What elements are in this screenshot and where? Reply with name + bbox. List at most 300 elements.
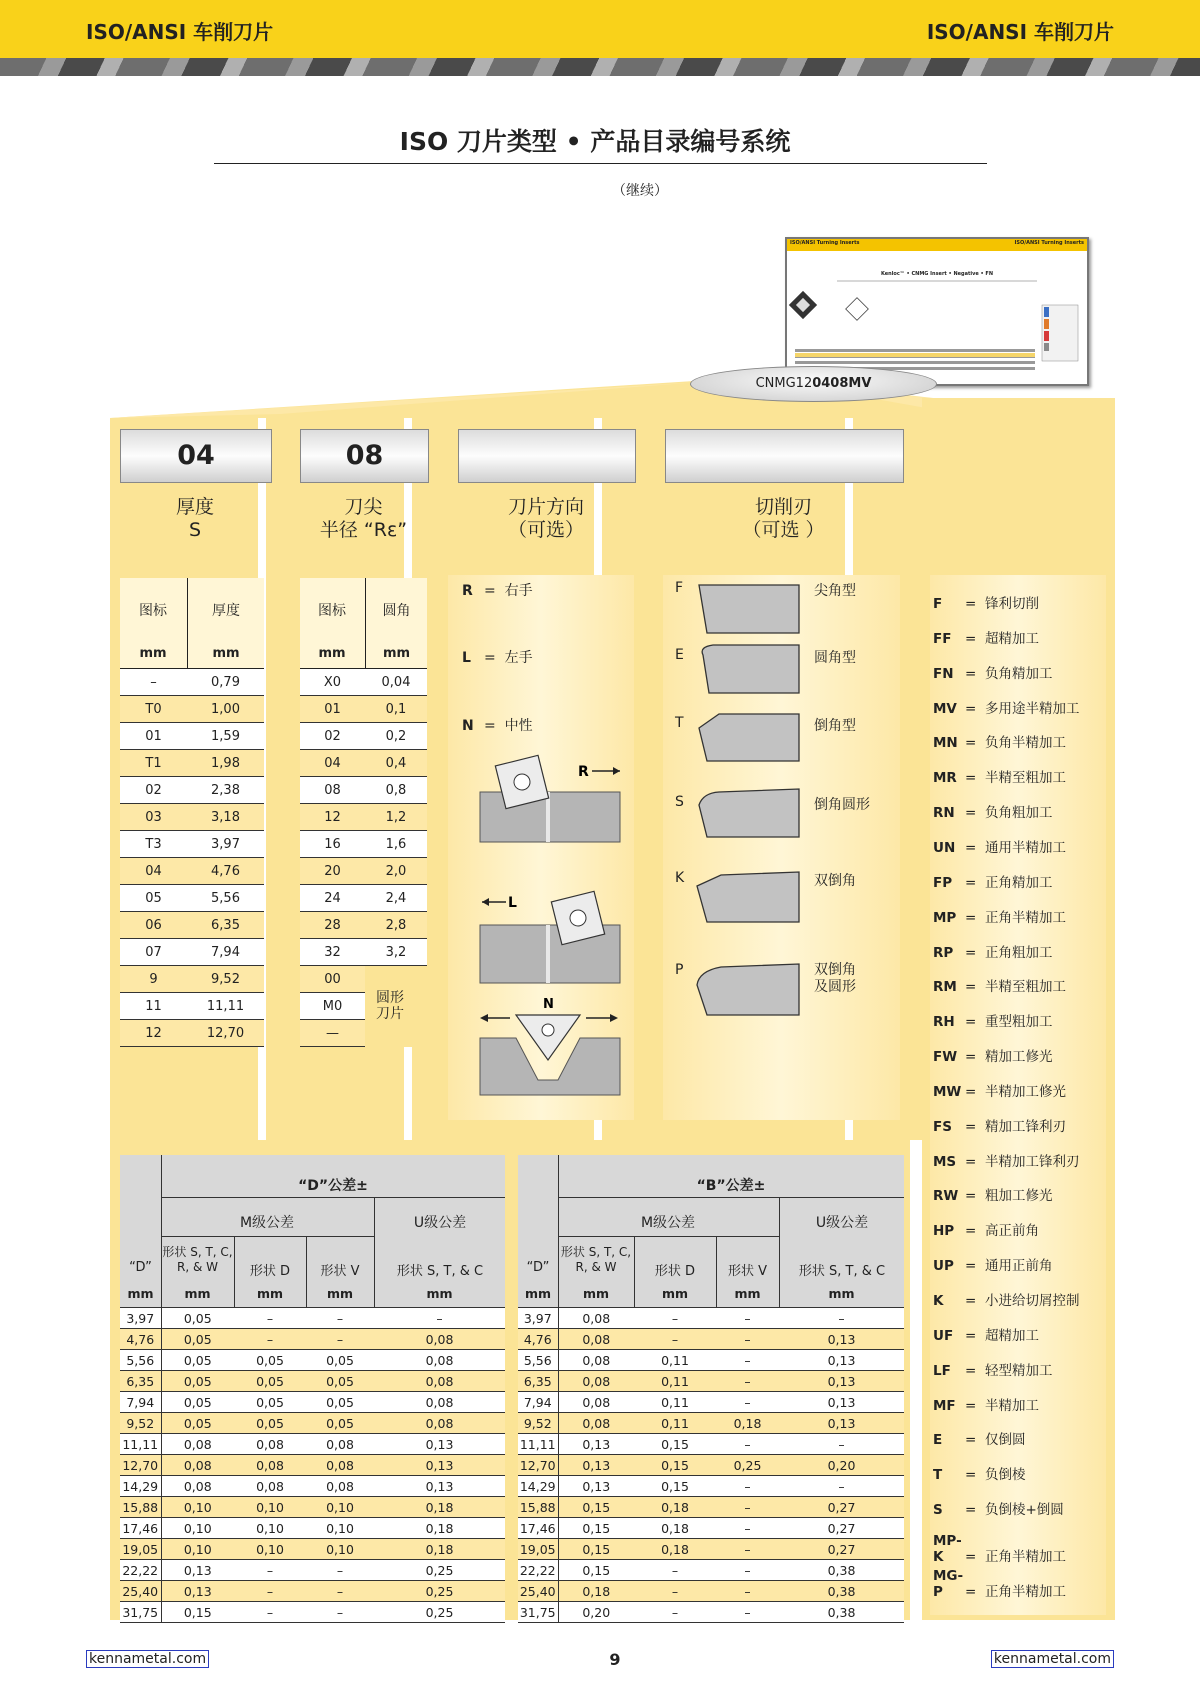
edge-code-s: S bbox=[675, 794, 684, 810]
thickness-row bbox=[120, 858, 264, 885]
b-tol-row-cell: – bbox=[716, 1392, 779, 1413]
d-tol-row bbox=[120, 1350, 505, 1371]
b-tol-row-cell: 0,27 bbox=[779, 1539, 904, 1560]
chipbreaker-item bbox=[933, 1533, 1066, 1565]
b-tol-row-cell: 0,38 bbox=[779, 1581, 904, 1602]
radius-row-code: 08 bbox=[300, 777, 365, 804]
d-tol-row-cell: 0,05 bbox=[161, 1413, 234, 1434]
radius-row-value: 0,2 bbox=[365, 723, 427, 750]
radius-row bbox=[300, 858, 427, 885]
chipbreaker-item bbox=[933, 1150, 1080, 1170]
radius-col-code: 图标 bbox=[318, 603, 346, 619]
chipbreaker-code: E bbox=[933, 1432, 943, 1449]
chipbreaker-item bbox=[933, 627, 1039, 647]
d-tol-row-cell: 0,05 bbox=[306, 1350, 374, 1371]
chipbreaker-label: 高正前角 bbox=[985, 1223, 1039, 1240]
d-tol-row-cell: 19,05 bbox=[120, 1539, 161, 1560]
chipbreaker-item bbox=[933, 1498, 1064, 1518]
b-tol-row bbox=[518, 1518, 904, 1539]
chipbreaker-item bbox=[933, 1115, 1066, 1135]
radius-row bbox=[300, 777, 427, 804]
thickness-row-code: 06 bbox=[120, 912, 187, 939]
chipbreaker-eq: = bbox=[965, 700, 977, 717]
chipbreaker-eq: = bbox=[965, 839, 977, 856]
b-tol-row-cell: 0,11 bbox=[634, 1413, 716, 1434]
d-col-stc: 形状 S, T, & C bbox=[396, 1264, 484, 1279]
b-tol-row-cell: 0,13 bbox=[779, 1329, 904, 1350]
chipbreaker-item bbox=[933, 1324, 1039, 1344]
thickness-table bbox=[120, 669, 264, 1047]
radius-row bbox=[300, 696, 427, 723]
thickness-row bbox=[120, 696, 264, 723]
edge-code-f: F bbox=[675, 580, 684, 596]
chipbreaker-eq: = bbox=[965, 1362, 977, 1379]
radius-row bbox=[300, 831, 427, 858]
radius-row-value: 0,04 bbox=[365, 669, 427, 696]
d-tol-row-cell: 0,13 bbox=[161, 1560, 234, 1581]
chipbreaker-code: FS bbox=[933, 1118, 952, 1135]
thickness-row-code: 01 bbox=[120, 723, 187, 750]
thickness-row-value: 1,00 bbox=[187, 696, 264, 723]
heading-radius: 刀尖 半径 “Rε” bbox=[319, 496, 408, 541]
thickness-row-code: T0 bbox=[120, 696, 187, 723]
chipbreaker-item bbox=[933, 1394, 1039, 1414]
b-tol-row-cell: 0,15 bbox=[558, 1539, 634, 1560]
b-tol-row bbox=[518, 1434, 904, 1455]
d-tol-row bbox=[120, 1518, 505, 1539]
b-tol-row-cell: – bbox=[716, 1329, 779, 1350]
chipbreaker-code: T bbox=[933, 1467, 943, 1484]
d-tol-row-cell: 0,10 bbox=[161, 1539, 234, 1560]
catalog-code-callout bbox=[690, 366, 937, 402]
chipbreaker-label: 负角半精加工 bbox=[985, 735, 1066, 752]
d-tol-row-cell: – bbox=[234, 1308, 306, 1329]
thickness-row-value: 4,76 bbox=[187, 858, 264, 885]
thickness-row bbox=[120, 750, 264, 777]
chipbreaker-label: 精加工锋利刃 bbox=[985, 1118, 1066, 1135]
chipbreaker-item bbox=[933, 1568, 1066, 1600]
b-tol-row-cell: – bbox=[716, 1434, 779, 1455]
chipbreaker-item bbox=[933, 1045, 1053, 1065]
chipbreaker-label: 负倒棱+倒圆 bbox=[985, 1502, 1064, 1519]
radius-row-value bbox=[365, 1020, 427, 1047]
d-tol-row-cell: 0,10 bbox=[234, 1497, 306, 1518]
d-tol-row-cell: 0,05 bbox=[306, 1392, 374, 1413]
d-tol-row-cell: 0,08 bbox=[374, 1329, 505, 1350]
d-tol-row bbox=[120, 1455, 505, 1476]
d-tol-row-cell: 31,75 bbox=[120, 1602, 161, 1623]
d-tol-row-cell: 4,76 bbox=[120, 1329, 161, 1350]
b-tol-row bbox=[518, 1560, 904, 1581]
heading-direction: 刀片方向 （可选） bbox=[507, 496, 584, 541]
b-tol-row-cell: 25,40 bbox=[518, 1581, 558, 1602]
chipbreaker-eq: = bbox=[965, 805, 977, 822]
b-tol-row bbox=[518, 1455, 904, 1476]
thickness-col-value: 厚度 bbox=[212, 603, 240, 619]
diagram-label-r: R bbox=[578, 764, 589, 780]
b-tol-row-cell: 0,38 bbox=[779, 1602, 904, 1623]
d-tol-row-cell: 0,05 bbox=[234, 1350, 306, 1371]
thickness-row-code: 9 bbox=[120, 966, 187, 993]
radius-row-code: 28 bbox=[300, 912, 365, 939]
d-tol-row-cell: 0,10 bbox=[306, 1539, 374, 1560]
chipbreaker-code: RH bbox=[933, 1014, 955, 1031]
d-tol-row-cell: 6,35 bbox=[120, 1371, 161, 1392]
d-tol-row-cell: 5,56 bbox=[120, 1350, 161, 1371]
chipbreaker-eq: = bbox=[965, 596, 977, 612]
b-tol-row-cell: 0,13 bbox=[558, 1476, 634, 1497]
d-tol-row-cell: 0,05 bbox=[234, 1413, 306, 1434]
header-left-title: ISO/ANSI 车削刀片 bbox=[86, 20, 274, 44]
b-tol-row-cell: – bbox=[779, 1434, 904, 1455]
thumbnail-bar-left: ISO/ANSI Turning Inserts bbox=[790, 240, 860, 246]
d-title-rule bbox=[161, 1197, 505, 1198]
chipbreaker-code: S bbox=[933, 1502, 943, 1519]
direction-diagrams bbox=[470, 750, 630, 1110]
radius-row-code: 20 bbox=[300, 858, 365, 885]
d-tol-row-cell: 9,52 bbox=[120, 1413, 161, 1434]
b-tol-row-cell: 0,08 bbox=[558, 1329, 634, 1350]
b-tol-row-cell: 22,22 bbox=[518, 1560, 558, 1581]
radius-row-code: M0 bbox=[300, 993, 365, 1020]
d-tol-row bbox=[120, 1329, 505, 1350]
d-tol-row-cell: 0,08 bbox=[234, 1476, 306, 1497]
b-tol-row bbox=[518, 1539, 904, 1560]
chipbreaker-label: 粗加工修光 bbox=[985, 1188, 1053, 1205]
b-tol-row-cell: – bbox=[634, 1308, 716, 1329]
chipbreaker-eq: = bbox=[965, 909, 977, 926]
chipbreaker-eq: = bbox=[965, 874, 977, 891]
page-number: 9 bbox=[609, 1650, 621, 1669]
thickness-row-value: 12,70 bbox=[187, 1020, 264, 1047]
d-tol-row-cell: – bbox=[306, 1329, 374, 1350]
b-tol-row-cell: 3,97 bbox=[518, 1308, 558, 1329]
edge-label-chamfer: 倒角型 bbox=[814, 718, 856, 734]
d-tol-row-cell: 0,10 bbox=[161, 1497, 234, 1518]
d-tol-row bbox=[120, 1560, 505, 1581]
d-tol-row-cell: 0,08 bbox=[161, 1434, 234, 1455]
chipbreaker-label: 半精至粗加工 bbox=[985, 979, 1066, 996]
b-tol-row-cell: – bbox=[634, 1602, 716, 1623]
d-tol-row-cell: 0,08 bbox=[374, 1413, 505, 1434]
edge-code-k: K bbox=[675, 870, 685, 886]
b-tol-row-cell: 0,18 bbox=[634, 1539, 716, 1560]
b-tol-row-cell: 6,35 bbox=[518, 1371, 558, 1392]
d-units-row: mm mm mm mm mm bbox=[127, 1286, 453, 1301]
edge-code-e: E bbox=[675, 647, 684, 663]
radius-row-value: 2,4 bbox=[365, 885, 427, 912]
b-tol-row-cell: 0,38 bbox=[779, 1560, 904, 1581]
thickness-row-code: 03 bbox=[120, 804, 187, 831]
d-tol-row-cell: 0,15 bbox=[161, 1602, 234, 1623]
b-tol-row-cell: – bbox=[716, 1497, 779, 1518]
chipbreaker-code: MG-P bbox=[933, 1567, 964, 1600]
chipbreaker-item bbox=[933, 1463, 1026, 1483]
d-tol-row-cell: – bbox=[234, 1581, 306, 1602]
heading-thickness: 厚度 S bbox=[175, 496, 214, 541]
chipbreaker-item bbox=[933, 1359, 1053, 1379]
d-tol-row-cell: 0,05 bbox=[161, 1329, 234, 1350]
d-tol-row-cell: 0,05 bbox=[234, 1392, 306, 1413]
d-tol-row-cell: 0,05 bbox=[306, 1413, 374, 1434]
b-tol-row bbox=[518, 1371, 904, 1392]
chipbreaker-eq: = bbox=[965, 1583, 977, 1600]
thickness-row bbox=[120, 1020, 264, 1047]
thumbnail-heading: Kenloc™ • CNMG Insert • Negative • FN bbox=[880, 271, 994, 277]
chipbreaker-label: 通用正前角 bbox=[985, 1258, 1053, 1275]
chipbreaker-label: 正角半精加工 bbox=[985, 1548, 1066, 1565]
d-tol-row-cell: 0,18 bbox=[374, 1539, 505, 1560]
b-tol-row bbox=[518, 1476, 904, 1497]
radius-row-code: 24 bbox=[300, 885, 365, 912]
b-tol-row-cell: – bbox=[779, 1476, 904, 1497]
thumbnail-graphics bbox=[787, 239, 1087, 384]
d-tol-row bbox=[120, 1497, 505, 1518]
thickness-row bbox=[120, 804, 264, 831]
d-tol-row-cell: 0,08 bbox=[374, 1371, 505, 1392]
chipbreaker-code: UP bbox=[933, 1258, 954, 1275]
radius-unit-value: mm bbox=[382, 646, 411, 661]
b-tol-row-cell: 0,08 bbox=[558, 1413, 634, 1434]
chipbreaker-code: LF bbox=[933, 1362, 951, 1379]
d-tol-row-cell: 0,08 bbox=[161, 1476, 234, 1497]
chipbreaker-eq: = bbox=[965, 1049, 977, 1066]
d-tol-row-cell: 0,10 bbox=[161, 1518, 234, 1539]
code-box-thickness: 04 bbox=[120, 429, 272, 483]
heading-edge: 切削刃 （可选 ） bbox=[742, 496, 825, 541]
chipbreaker-label: 通用半精加工 bbox=[985, 839, 1066, 856]
radius-row-code: 01 bbox=[300, 696, 365, 723]
footer-link-left[interactable]: kennametal.com bbox=[86, 1650, 209, 1668]
d-tol-row-cell: 0,08 bbox=[374, 1392, 505, 1413]
thickness-row-code: 02 bbox=[120, 777, 187, 804]
chipbreaker-label: 半精加工修光 bbox=[985, 1083, 1066, 1100]
b-tolerance-title: “B”公差± bbox=[696, 1178, 766, 1194]
b-tol-row-cell: 0,08 bbox=[558, 1371, 634, 1392]
d-col-d: “D” bbox=[129, 1260, 152, 1275]
thickness-row bbox=[120, 669, 264, 696]
b-tol-row-cell: 0,15 bbox=[558, 1518, 634, 1539]
chipbreaker-item bbox=[933, 1010, 1053, 1030]
footer-link-right[interactable]: kennametal.com bbox=[991, 1650, 1114, 1668]
chipbreaker-label: 正角精加工 bbox=[985, 874, 1053, 891]
d-tol-row-cell: – bbox=[234, 1602, 306, 1623]
d-tol-row-cell: – bbox=[374, 1308, 505, 1329]
page-subtitle: （继续） bbox=[612, 183, 668, 199]
thickness-row bbox=[120, 993, 264, 1020]
thickness-row bbox=[120, 966, 264, 993]
d-tol-row-cell: 0,25 bbox=[374, 1560, 505, 1581]
radius-row-code: 12 bbox=[300, 804, 365, 831]
edge-label-double-chamfer: 双倒角 bbox=[814, 873, 856, 889]
chipbreaker-item bbox=[933, 697, 1080, 717]
radius-row bbox=[300, 966, 427, 993]
d-tol-row-cell: 17,46 bbox=[120, 1518, 161, 1539]
b-tol-row-cell: 0,08 bbox=[558, 1392, 634, 1413]
chipbreaker-item bbox=[933, 1428, 1026, 1448]
d-col-stcrw: 形状 S, T, C, R, & W bbox=[162, 1245, 233, 1274]
b-tol-row bbox=[518, 1329, 904, 1350]
chipbreaker-label: 半精加工 bbox=[985, 1397, 1039, 1414]
b-tol-row-cell: 0,18 bbox=[716, 1413, 779, 1434]
b-tol-row-cell: – bbox=[779, 1308, 904, 1329]
thickness-row-code: 12 bbox=[120, 1020, 187, 1047]
thickness-row bbox=[120, 831, 264, 858]
d-tol-row-cell: 0,08 bbox=[161, 1455, 234, 1476]
chipbreaker-item bbox=[933, 836, 1066, 856]
chipbreaker-code: FF bbox=[933, 630, 952, 647]
chipbreaker-code: UN bbox=[933, 839, 956, 856]
d-tolerance-title: “D”公差± bbox=[298, 1178, 368, 1194]
thickness-row bbox=[120, 777, 264, 804]
d-tol-row bbox=[120, 1602, 505, 1623]
d-tol-row bbox=[120, 1371, 505, 1392]
chipbreaker-eq: = bbox=[965, 1118, 977, 1135]
d-tol-row-cell: 0,05 bbox=[161, 1392, 234, 1413]
d-tol-row-cell: 0,08 bbox=[306, 1434, 374, 1455]
b-tol-row-cell: 7,94 bbox=[518, 1392, 558, 1413]
chipbreaker-label: 正角粗加工 bbox=[985, 944, 1053, 961]
chipbreaker-eq: = bbox=[965, 1502, 977, 1519]
radius-row bbox=[300, 993, 427, 1020]
b-tol-row-cell: 5,56 bbox=[518, 1350, 558, 1371]
chipbreaker-eq: = bbox=[965, 735, 977, 752]
chipbreaker-item bbox=[933, 1184, 1053, 1204]
d-tol-row-cell: 0,13 bbox=[374, 1455, 505, 1476]
d-tol-row-cell: 0,13 bbox=[374, 1434, 505, 1455]
d-tol-row-cell: 0,18 bbox=[374, 1518, 505, 1539]
d-tol-row-cell: 14,29 bbox=[120, 1476, 161, 1497]
header-stripe bbox=[0, 58, 1200, 76]
chipbreaker-eq: = bbox=[965, 1397, 977, 1414]
thickness-col-code: 图标 bbox=[139, 603, 167, 619]
radius-row-value: 1,2 bbox=[365, 804, 427, 831]
d-col-shape-v: 形状 V bbox=[320, 1264, 360, 1279]
chipbreaker-eq: = bbox=[965, 1258, 977, 1275]
d-tol-row-cell: – bbox=[306, 1560, 374, 1581]
d-tol-row-cell: 11,11 bbox=[120, 1434, 161, 1455]
d-tol-row-cell: 0,25 bbox=[374, 1602, 505, 1623]
b-tol-row-cell: – bbox=[716, 1560, 779, 1581]
radius-row bbox=[300, 939, 427, 966]
b-tol-row-cell: – bbox=[716, 1476, 779, 1497]
chipbreaker-code: MV bbox=[933, 700, 957, 717]
chipbreaker-label: 超精加工 bbox=[985, 630, 1039, 647]
thickness-row-code: 04 bbox=[120, 858, 187, 885]
code-prefix: CNMG12 bbox=[755, 376, 813, 391]
radius-row-code: 04 bbox=[300, 750, 365, 777]
b-m-grade: M级公差 bbox=[640, 1215, 696, 1231]
edge-code-p: P bbox=[675, 962, 684, 978]
b-tol-row-cell: – bbox=[716, 1581, 779, 1602]
code-box-edge bbox=[665, 429, 904, 483]
chipbreaker-label: 负倒棱 bbox=[985, 1467, 1026, 1484]
code-box-radius: 08 bbox=[300, 429, 429, 483]
chipbreaker-code: MP bbox=[933, 909, 957, 926]
chipbreaker-label: 锋利切削 bbox=[985, 596, 1039, 612]
edge-code-t: T bbox=[675, 715, 684, 731]
b-tol-row-cell: – bbox=[634, 1329, 716, 1350]
chipbreaker-code: K bbox=[933, 1293, 944, 1309]
radius-row-code: — bbox=[300, 1020, 365, 1047]
chipbreaker-item bbox=[933, 975, 1066, 995]
b-tol-row-cell: – bbox=[634, 1581, 716, 1602]
d-tol-row-cell: – bbox=[306, 1602, 374, 1623]
thickness-row-value: 1,59 bbox=[187, 723, 264, 750]
b-col-stc: 形状 S, T, & C bbox=[798, 1264, 886, 1279]
thickness-row-code: T1 bbox=[120, 750, 187, 777]
radius-row-value bbox=[365, 966, 427, 993]
chipbreaker-item bbox=[933, 592, 1039, 612]
thickness-row-value: 2,38 bbox=[187, 777, 264, 804]
thickness-row-value: 0,79 bbox=[187, 669, 264, 696]
chipbreaker-label: 多用途半精加工 bbox=[985, 700, 1080, 717]
b-tol-row-cell: – bbox=[716, 1602, 779, 1623]
d-tol-row-cell: 0,05 bbox=[161, 1350, 234, 1371]
thickness-row bbox=[120, 912, 264, 939]
round-insert-note: 圆形 刀片 bbox=[376, 990, 404, 1022]
b-tol-row-cell: 0,18 bbox=[634, 1518, 716, 1539]
thickness-row-value: 7,94 bbox=[187, 939, 264, 966]
radius-row bbox=[300, 804, 427, 831]
chipbreaker-code: MW bbox=[933, 1083, 962, 1100]
b-tol-row-cell: 11,11 bbox=[518, 1434, 558, 1455]
b-tol-row-cell: 0,15 bbox=[634, 1434, 716, 1455]
page-title: ISO 刀片类型 • 产品目录编号系统 bbox=[399, 127, 791, 156]
edge-label-sharp: 尖角型 bbox=[814, 583, 856, 599]
b-tol-row bbox=[518, 1308, 904, 1329]
chipbreaker-item bbox=[933, 662, 1053, 682]
radius-table bbox=[300, 669, 427, 1047]
chipbreaker-code: MF bbox=[933, 1397, 956, 1414]
b-tol-row-cell: 0,11 bbox=[634, 1392, 716, 1413]
b-tol-row bbox=[518, 1497, 904, 1518]
b-col-d: “D” bbox=[526, 1260, 550, 1275]
radius-row bbox=[300, 669, 427, 696]
b-tol-row-cell: 0,27 bbox=[779, 1497, 904, 1518]
direction-neutral: N = 中性 bbox=[462, 718, 533, 734]
chipbreaker-eq: = bbox=[965, 1467, 977, 1484]
b-tol-row-cell: 0,25 bbox=[716, 1455, 779, 1476]
d-tol-row-cell: 0,08 bbox=[234, 1434, 306, 1455]
radius-row-code: 02 bbox=[300, 723, 365, 750]
edge-label-double-chamfer-honed: 双倒角 及圆形 bbox=[814, 962, 856, 995]
b-tol-row-cell: 17,46 bbox=[518, 1518, 558, 1539]
b-tol-row-cell: 0,13 bbox=[779, 1392, 904, 1413]
chipbreaker-item bbox=[933, 766, 1066, 786]
thickness-row-value: 11,11 bbox=[187, 993, 264, 1020]
b-tol-row bbox=[518, 1350, 904, 1371]
b-tol-row-cell: – bbox=[716, 1308, 779, 1329]
chipbreaker-code: FN bbox=[933, 665, 954, 682]
d-m-grade: M级公差 bbox=[239, 1215, 295, 1231]
b-tol-row-cell: 0,18 bbox=[634, 1497, 716, 1518]
b-tol-row bbox=[518, 1581, 904, 1602]
d-tol-row-cell: 0,08 bbox=[234, 1455, 306, 1476]
b-tol-row-cell: 4,76 bbox=[518, 1329, 558, 1350]
b-tol-row-cell: 0,08 bbox=[558, 1308, 634, 1329]
thickness-row-code: T3 bbox=[120, 831, 187, 858]
thickness-row-value: 9,52 bbox=[187, 966, 264, 993]
thickness-row-value: 1,98 bbox=[187, 750, 264, 777]
thickness-unit-code: mm bbox=[139, 646, 167, 661]
chipbreaker-code: HP bbox=[933, 1223, 955, 1240]
radius-row-code: 00 bbox=[300, 966, 365, 993]
b-tol-row-cell: 0,13 bbox=[558, 1455, 634, 1476]
b-tol-row-cell: 0,15 bbox=[558, 1497, 634, 1518]
d-tol-row bbox=[120, 1434, 505, 1455]
code-box-direction bbox=[458, 429, 636, 483]
